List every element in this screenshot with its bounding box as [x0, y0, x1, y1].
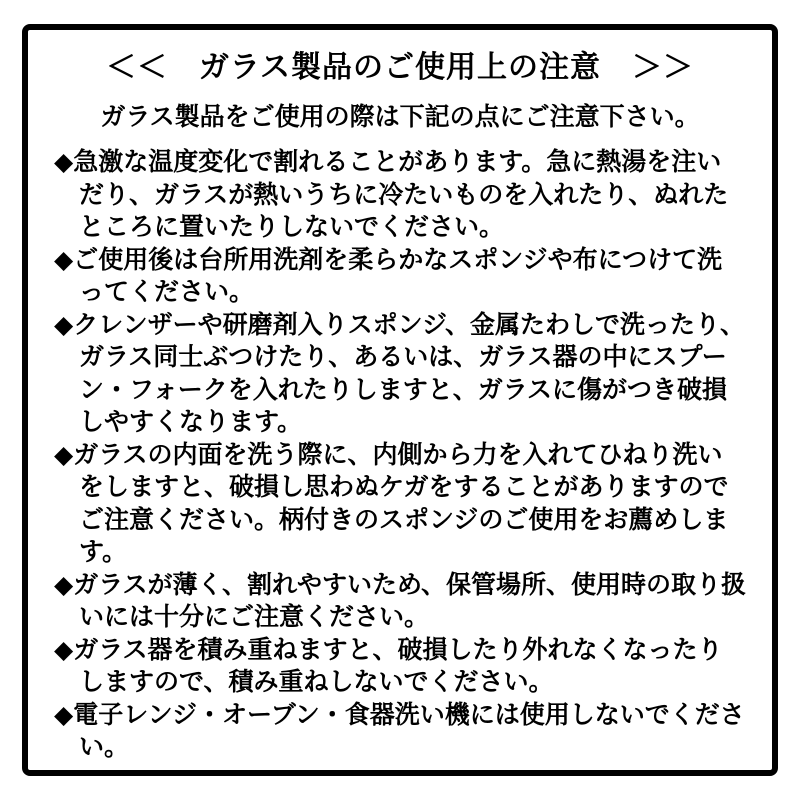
list-item — [54, 439, 746, 569]
notice-text: ガラスの内面を洗う際に、内側から力を入れてひねり洗いをしますと、破損し思わぬケガをすることがありますのでご注意ください。柄付きのスポンジのご使用をお薦めします。 — [73, 440, 729, 566]
notice-subtitle: ガラス製品をご使用の際は下記の点にご注意下さい。 — [100, 103, 700, 131]
list-item — [54, 309, 746, 439]
notice-text: クレンザーや研磨剤入りスポンジ、金属たわしで洗ったり、ガラス同士ぶつけたり、あるいは、ガラス器の中にスプーン・フォークを入れたりしますと、ガラスに傷がつき破損しやすくなります。 — [73, 310, 745, 436]
diamond-bullet-icon: ◆ — [54, 635, 74, 664]
page-title: ＜＜ ガラス製品のご使用上の注意 ＞＞ — [105, 51, 695, 84]
list-item — [54, 569, 746, 634]
diamond-bullet-icon: ◆ — [54, 570, 74, 599]
notice-text: ガラス器を積み重ねますと、破損したり外れなくなったりしますので、積み重ねしないでください。 — [73, 635, 723, 696]
list-item — [54, 699, 746, 764]
notice-text: 電子レンジ・オーブン・食器洗い機には使用しないでください。 — [73, 700, 745, 761]
notice-text: 急激な温度変化で割れることがあります。急に熱湯を注いだり、ガラスが熱いうちに冷たいものを入れたり、ぬれたところに置いたりしないでください。 — [73, 148, 729, 241]
list-item — [54, 634, 746, 699]
notice-box — [22, 24, 778, 776]
diamond-bullet-icon: ◆ — [54, 440, 74, 469]
notice-text: ご使用後は台所用洗剤を柔らかなスポンジや布につけて洗ってください。 — [73, 245, 723, 306]
diamond-bullet-icon: ◆ — [54, 700, 74, 729]
diamond-bullet-icon: ◆ — [54, 310, 74, 339]
notice-text: ガラスが薄く、割れやすいため、保管場所、使用時の取り扱いには十分にご注意ください。 — [73, 570, 746, 631]
list-item — [54, 244, 746, 309]
list-item — [54, 146, 746, 244]
diamond-bullet-icon: ◆ — [54, 245, 74, 274]
notice-list — [54, 146, 746, 764]
diamond-bullet-icon: ◆ — [54, 148, 74, 176]
